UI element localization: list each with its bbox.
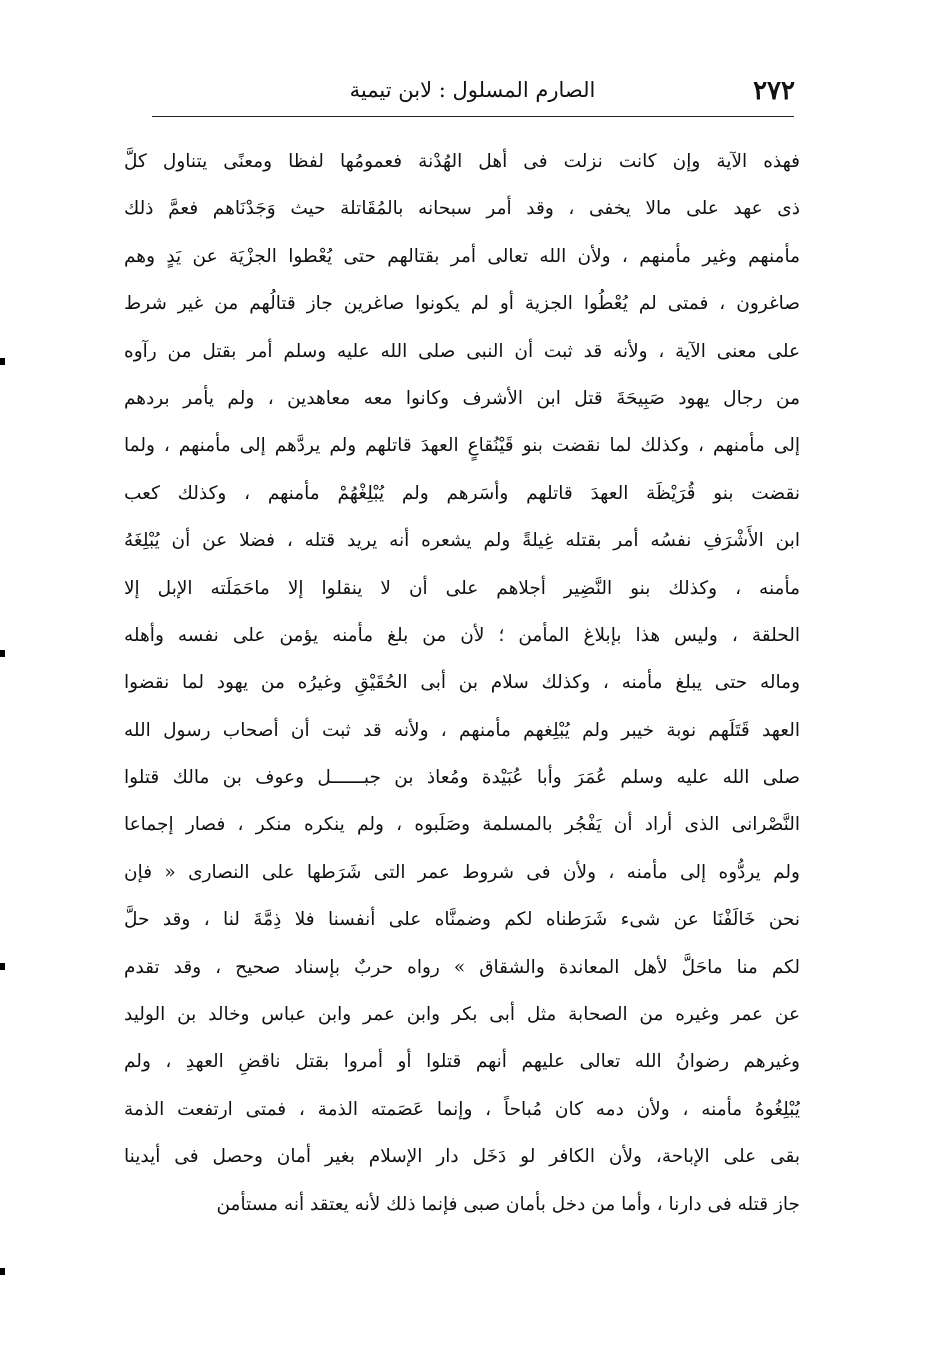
text-line: ولم يردُّوه إلى مأمنه ، ولأن فى شروط عمر التى شَرَطها على النصارى « فإن (124, 861, 800, 883)
text-line: وغيرهم رضوانُ الله تعالى عليهم أنهم قتلوا أو أمروا بقتل ناقضِ العهدِ ، ولم (124, 1051, 800, 1073)
text-line: صلى الله عليه وسلم عُمَرَ وأبا عُبَيْدة ومُعاذ بن جبــــــل وعوف بن مالك قتلوا (124, 767, 800, 789)
text-line: العهد قَتَلَهم نوبة خيبر ولم يُبْلِغهم مأمنهم ، ولأنه قد ثبت أن أصحاب رسول الله (124, 719, 800, 741)
text-line: مأمنهم وغير مأمنهم ، ولأن الله تعالى أمر بقتالهم حتى يُعْطوا الجزْيَة عن يَدٍ وهم (124, 245, 800, 267)
text-line: عن عمر وغيره من الصحابة مثل أبى بكر وابن عمر وابن عباس وخالد بن الوليد (124, 1004, 800, 1026)
text-line: يُبْلِغُوهُ مأمنه ، ولأن دمه كان مُباحاً ، وإنما عَصَمته الذمة ، فمتى ارتفعت الذمة (124, 1098, 800, 1120)
header-rule (152, 116, 794, 117)
text-line: وماله حتى يبلغ مأمنه ، وكذلك سلام بن أبى الحُقَيْقِ وغيرُه من يهود لما نقضوا (124, 672, 800, 694)
scan-margin-mark (0, 1268, 5, 1275)
text-line: لكم منا ماحَلَّ لأهل المعاندة والشقاق » رواه حربٌ بإسناد صحيح ، وقد تقدم (124, 956, 800, 978)
scan-margin-mark (0, 650, 5, 657)
text-line: إلى مأمنهم ، وكذلك لما نقضت بنو قَيْنُقاعٍ العهدَ قاتلهم ولم يردَّهم إلى مأمنهم ، ولما (124, 435, 800, 457)
text-line: نحن خَالَفْنَا عن شىء شَرَطناه لكم وضمنَّاه على أنفسنا فلا ذِمَّةَ لنا ، وقد حلَّ (124, 909, 800, 931)
text-line: بقى على الإباحة، ولأن الكافر لو دَخَل دار الإسلام بغير أمان وحصل فى أيدينا (124, 1146, 800, 1168)
running-title: الصارم المسلول : لابن تيمية (349, 78, 596, 102)
text-line: نقضت بنو قُرَيْظَة العهدَ قاتلهم وأسَرهم ولم يُبْلِغْهُمْ مأمنهم ، وكذلك كعب (124, 482, 800, 504)
text-line: مأمنه ، وكذلك بنو النَّضِير أجلاهم على أن لا ينقلوا إلا ماحَمَلَته الإبل إلا (124, 577, 800, 599)
text-line: جاز قتله فى دارنا ، وأما من دخل بأمان صبى فإنما ذلك لأنه يعتقد أنه مستأمن (216, 1193, 800, 1215)
text-line: من رجال يهود صَبِيحَةَ قتل ابن الأشرف وكانوا معه معاهدين ، ولم يأمر بردهم (124, 387, 800, 409)
body-text (124, 138, 800, 1228)
text-line: على معنى الآية ، ولأنه قد ثبت أن النبى صلى الله عليه وسلم أمر بقتل من رآوه (124, 340, 800, 362)
text-line: النَّصْرانى الذى أراد أن يَفْجُر بالمسلمة وصَلَبوه ، ولم ينكره منكر ، فصار إجماعا (124, 814, 800, 836)
text-line: الحلقة ، وليس هذا بإبلاغ المأمن ؛ لأن من بلغ مأمنه يؤمن على نفسه وأهله (124, 624, 800, 646)
text-line: ذى عهد على مالا يخفى ، وقد أمر سبحانه بالمُقَاتلة حيث وَجَدْنَاهم فعمَّ ذلك (124, 198, 800, 220)
text-line: فهذه الآية وإن كانت نزلت فى أهل الهُدْنة فعمومُها لفظا ومعنًى يتناول كلَّ (124, 151, 800, 172)
scan-margin-mark (0, 963, 5, 970)
page-header (150, 72, 795, 112)
page-number: ٢٧٢ (753, 76, 795, 106)
text-line: ابن الأَشْرَفِ نفسُه أمر بقتله غِيلةً ولم يشعره أنه يريد قتله ، فضلا عن أن يُبْلِغَهُ (124, 530, 800, 552)
text-line: صاغرون ، فمتى لم يُعْطُوا الجزية أو لم يكونوا صاغرين جاز قتالُهم من غير شرط (124, 293, 800, 315)
scan-margin-mark (0, 358, 5, 365)
